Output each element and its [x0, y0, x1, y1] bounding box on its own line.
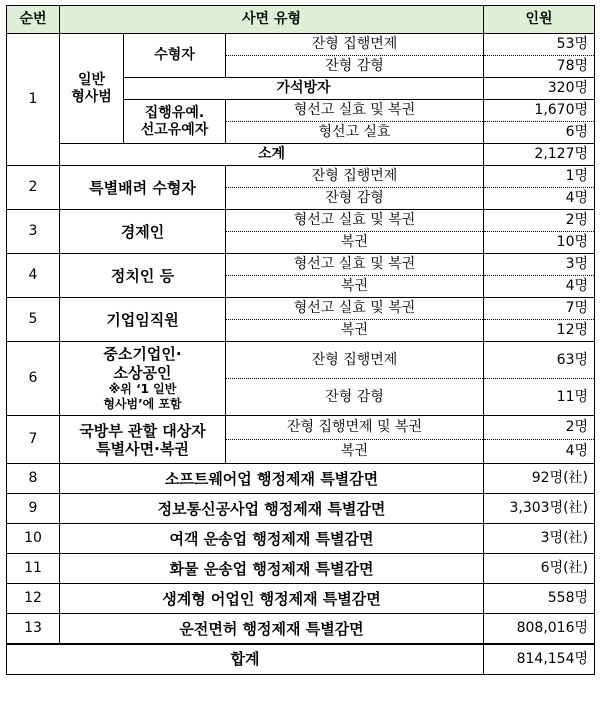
row-group: 국방부 관할 대상자 특별사면·복권: [60, 416, 226, 464]
table-row: [7, 144, 595, 166]
header-count: 인원: [484, 6, 595, 34]
row-no: 10: [7, 524, 60, 554]
row-no: 8: [7, 464, 60, 494]
table-row: [7, 494, 595, 524]
item-value: 11명: [484, 379, 595, 416]
total-row: [7, 644, 595, 674]
row-value: 3,303명(社): [484, 494, 595, 524]
item-label: 잔형 감형: [226, 56, 484, 78]
row-no: 11: [7, 554, 60, 584]
item-value: 2명: [484, 416, 595, 440]
total-label: 합계: [7, 644, 484, 674]
row-group: 정치인 등: [60, 254, 226, 298]
row-no: 9: [7, 494, 60, 524]
row-value: 92명(社): [484, 464, 595, 494]
row-group: 기업임직원: [60, 298, 226, 342]
total-value: 814,154명: [484, 644, 595, 674]
row-group-label: 중소기업인· 소상공인: [103, 344, 182, 382]
subtotal-value: 2,127명: [484, 144, 595, 166]
item-label: 잔형 집행면제: [226, 342, 484, 379]
item-value: 4명: [484, 188, 595, 210]
item-value: 4명: [484, 276, 595, 298]
row-group: [60, 342, 226, 416]
item-value: 63명: [484, 342, 595, 379]
header-type: 사면 유형: [60, 6, 484, 34]
header-row: [7, 6, 595, 34]
table-row: [7, 298, 595, 320]
item-label: 형선고 실효: [226, 122, 484, 144]
pardon-summary-table: [6, 5, 595, 675]
row-label: 소프트웨어업 행정제재 특별감면: [60, 464, 484, 494]
subtotal-label: 소계: [60, 144, 484, 166]
row-value: 6명(社): [484, 554, 595, 584]
row-group: 경제인: [60, 210, 226, 254]
row-subgroup: 수형자: [124, 34, 226, 78]
item-value: 4명: [484, 440, 595, 464]
table-row: [7, 166, 595, 188]
item-value: 320명: [484, 78, 595, 100]
table-row: [7, 554, 595, 584]
row-no: 6: [7, 342, 60, 416]
row-no: 12: [7, 584, 60, 614]
item-label: 잔형 집행면제: [226, 34, 484, 56]
item-label: 가석방자: [124, 78, 484, 100]
item-label: 복권: [226, 320, 484, 342]
item-label: 복권: [226, 232, 484, 254]
table-row: [7, 524, 595, 554]
header-no: 순번: [7, 6, 60, 34]
table-row: [7, 342, 595, 379]
row-value: 558명: [484, 584, 595, 614]
table-row: [7, 34, 595, 56]
item-label: 형선고 실효 및 복권: [226, 254, 484, 276]
row-group: 특별배려 수형자: [60, 166, 226, 210]
table-row: [7, 210, 595, 232]
row-no: 2: [7, 166, 60, 210]
row-label: 화물 운송업 행정제재 특별감면: [60, 554, 484, 584]
row-group: 일반 형사범: [60, 34, 124, 144]
item-label: 형선고 실효 및 복권: [226, 298, 484, 320]
item-label: 잔형 집행면제: [226, 166, 484, 188]
item-label: 형선고 실효 및 복권: [226, 210, 484, 232]
table-row: [7, 416, 595, 440]
row-no: 7: [7, 416, 60, 464]
item-value: 53명: [484, 34, 595, 56]
item-value: 12명: [484, 320, 595, 342]
table-row: [7, 614, 595, 645]
table-row: [7, 584, 595, 614]
item-value: 10명: [484, 232, 595, 254]
item-label: 잔형 감형: [226, 188, 484, 210]
item-value: 7명: [484, 298, 595, 320]
row-no: 13: [7, 614, 60, 645]
item-label: 형선고 실효 및 복권: [226, 100, 484, 122]
row-value: 3명(社): [484, 524, 595, 554]
row-label: 여객 운송업 행정제재 특별감면: [60, 524, 484, 554]
row-no: 1: [7, 34, 60, 166]
item-label: 복권: [226, 440, 484, 464]
row-label: 정보통신공사업 행정제재 특별감면: [60, 494, 484, 524]
row-no: 5: [7, 298, 60, 342]
table-row: [7, 464, 595, 494]
item-value: 3명: [484, 254, 595, 276]
table-row: [7, 254, 595, 276]
item-label: 복권: [226, 276, 484, 298]
row-label: 운전면허 행정제재 특별감면: [60, 614, 484, 645]
item-value: 78명: [484, 56, 595, 78]
item-label: 잔형 감형: [226, 379, 484, 416]
pardon-table-container: [6, 5, 595, 675]
row-label: 생계형 어업인 행정제재 특별감면: [60, 584, 484, 614]
row-value: 808,016명: [484, 614, 595, 645]
item-label: 잔형 집행면제 및 복권: [226, 416, 484, 440]
item-value: 6명: [484, 122, 595, 144]
item-value: 1명: [484, 166, 595, 188]
item-value: 2명: [484, 210, 595, 232]
row-subgroup: 집행유예. 선고유예자: [124, 100, 226, 144]
row-note: ※위 ‘1 일반 형사범’에 포함: [103, 382, 182, 412]
row-no: 3: [7, 210, 60, 254]
row-no: 4: [7, 254, 60, 298]
item-value: 1,670명: [484, 100, 595, 122]
